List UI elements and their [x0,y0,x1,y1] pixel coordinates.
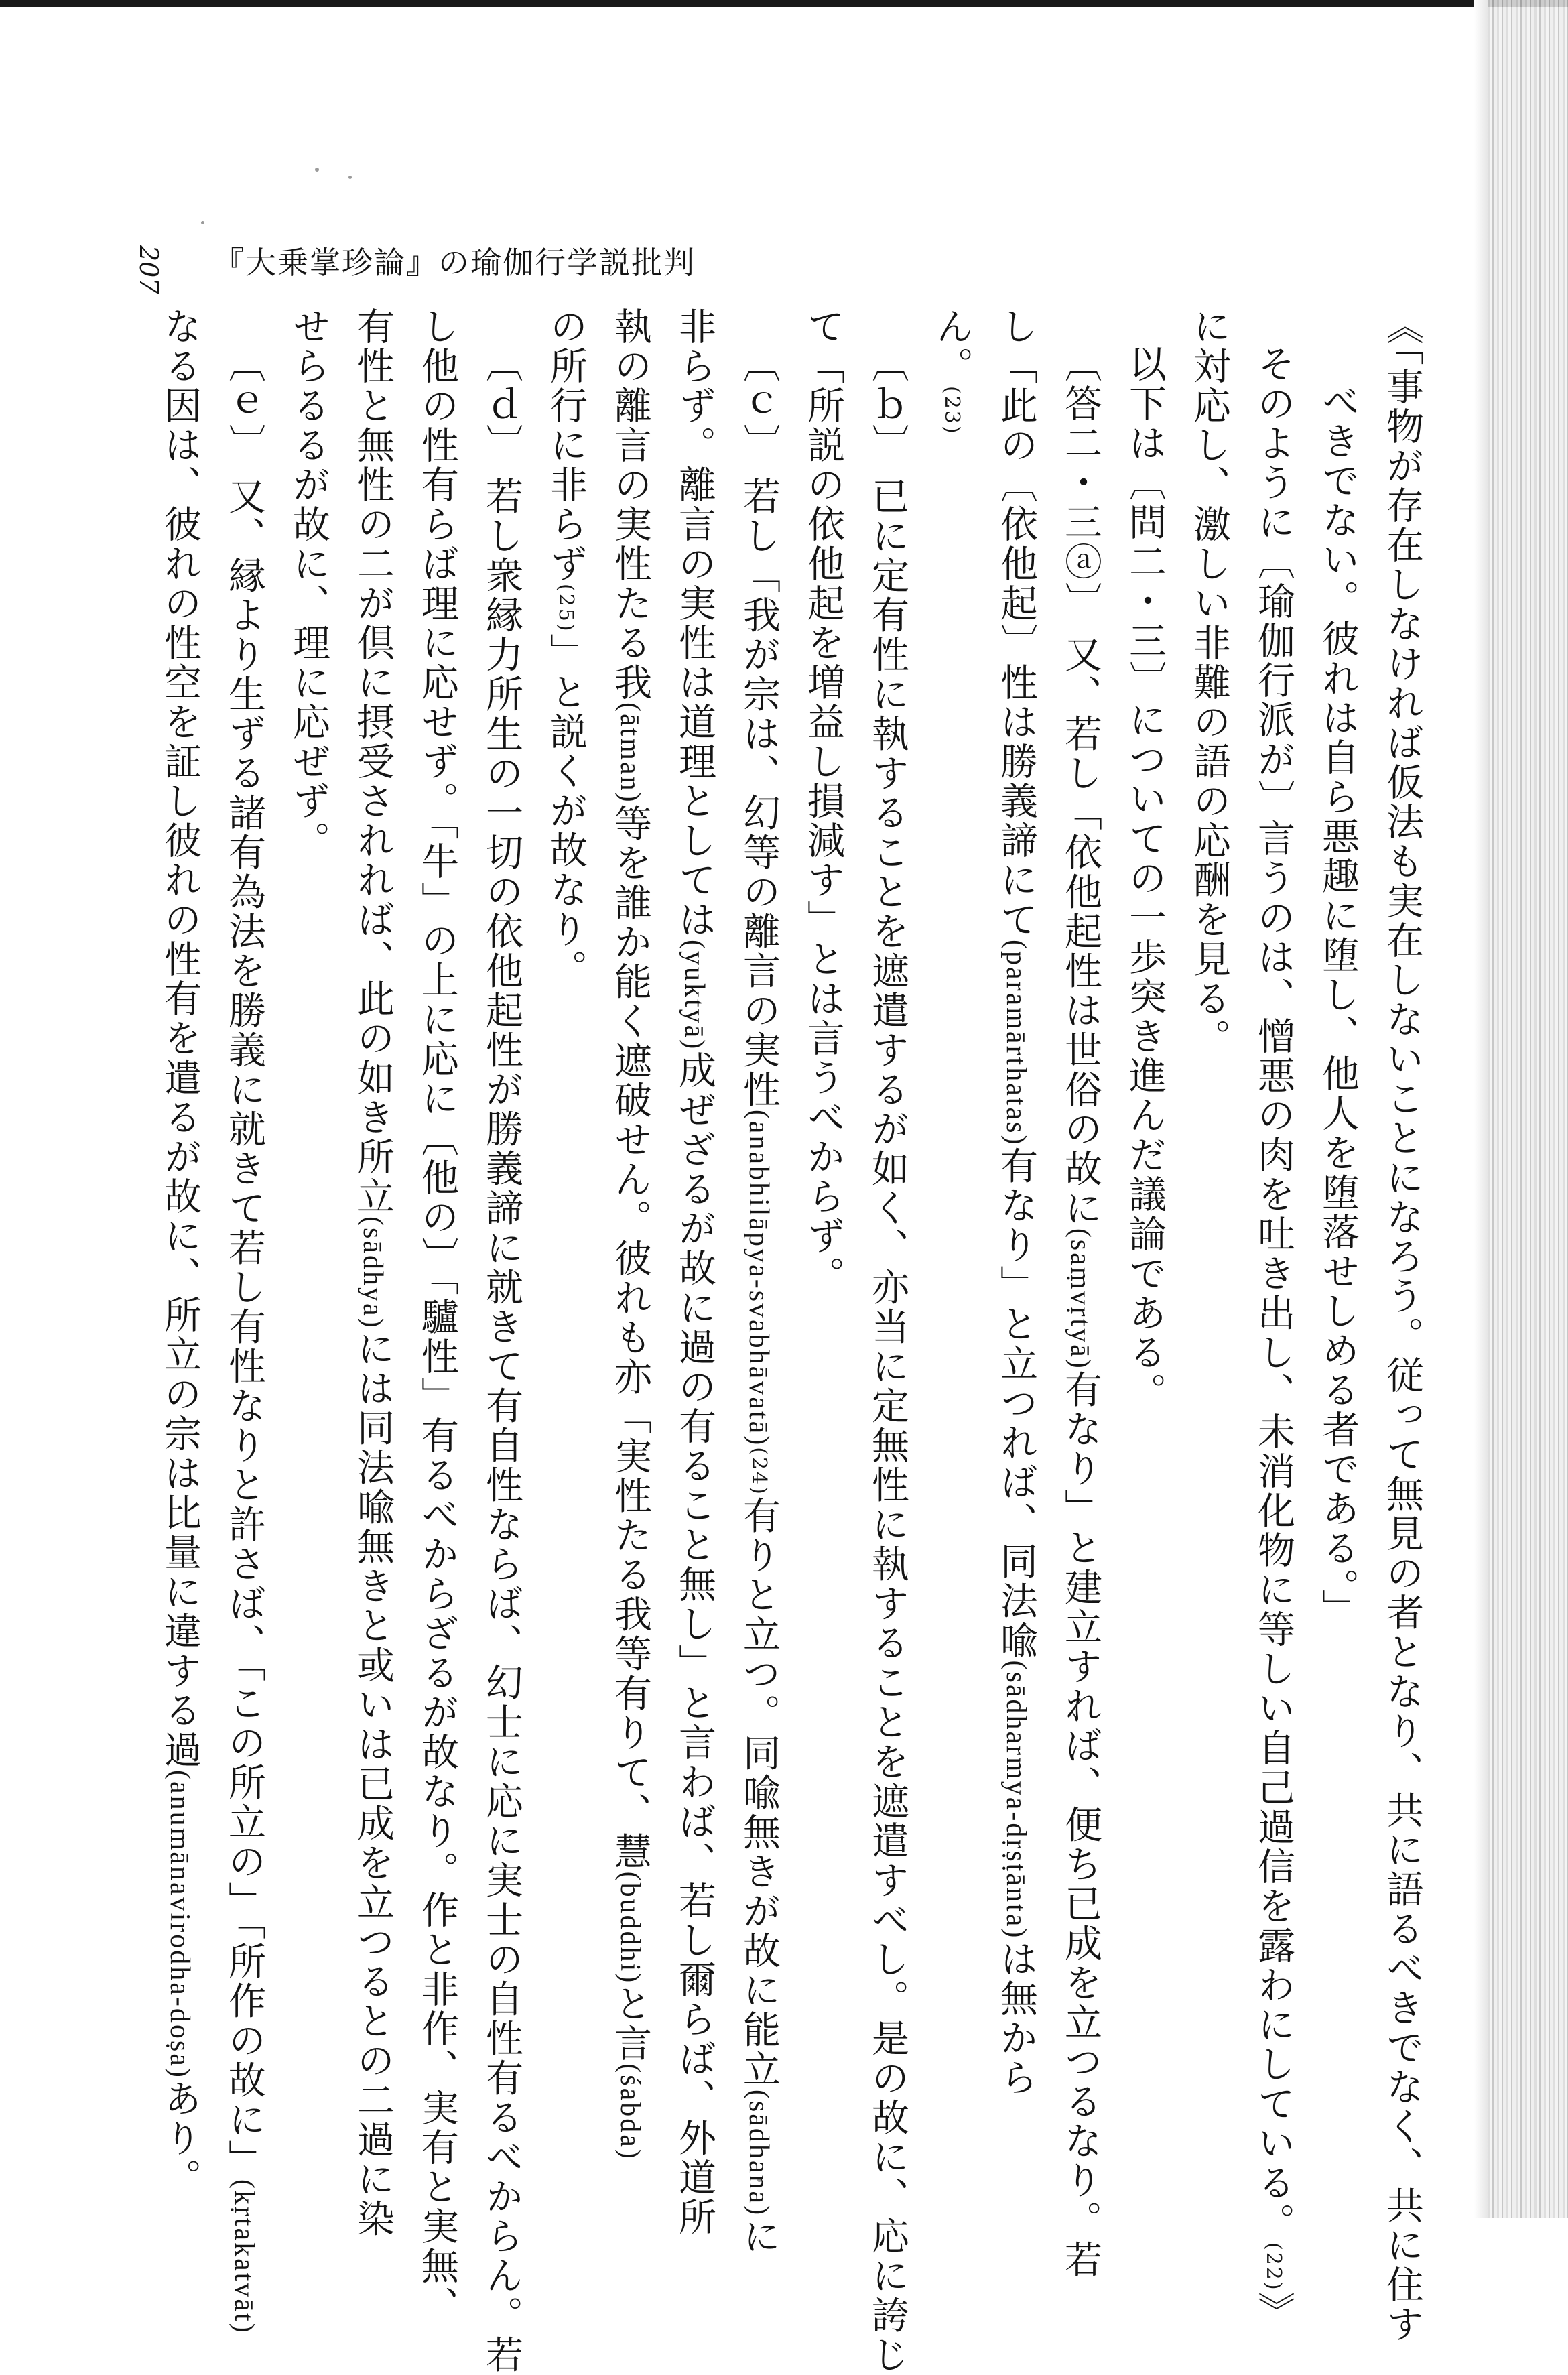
text-line [533,307,598,2063]
text-run: 〔ｃ〕 若し「我が宗は、幻等の離言の実性 [737,344,781,1110]
top-border [0,0,1568,7]
text-line [726,307,791,2257]
footnote-marker: (22) [1262,2242,1285,2292]
text-line [984,307,1048,2098]
footnote-marker: (24) [747,1447,771,1496]
scan-speck [201,221,204,224]
sanskrit-term: (buddhi) [614,1871,645,1985]
text-line [212,307,276,2335]
text-line [340,307,405,2239]
text-run: の所行に非らず [544,307,588,584]
scan-speck [348,176,352,179]
binding-shadow [1474,0,1488,2218]
text-line [855,307,919,2375]
text-line [598,307,662,2161]
text-line [1370,307,1434,2344]
page-number: 207 [134,245,164,294]
text-run: 》 [1252,2291,1295,2331]
text-line [1241,307,1305,2331]
text-run: 以下は〔問二・三〕についての一歩突き進んだ議論である。 [1123,344,1167,1412]
sanskrit-term: (śabda) [614,2063,645,2161]
text-run: そのように〔瑜伽行派が〕言うのは、憎悪の肉を吐き出し、未消化物に等しい自己過信を露わにしている。 [1252,344,1295,2242]
body-text [147,307,1434,2375]
text-run: は無から [994,1939,1038,2098]
text-line [791,307,855,2063]
text-run: と言 [608,1984,652,2064]
text-line [469,307,533,2375]
footnote-marker: (25) [554,584,578,633]
text-run: ん。 [930,307,974,386]
text-run: せらるるが故に、理に応ぜず。 [287,307,330,860]
text-run: 非らず。離言の実性は道理としては [673,307,716,940]
scan-speck [315,168,319,172]
sanskrit-term: (anumānavirodha-doṣa) [164,1770,195,2079]
sanskrit-term: (paramārthatas) [1000,940,1031,1147]
text-run: 等を誰か能く遮破せん。彼れも亦「実性たる我等有りて、慧 [608,804,652,1872]
text-run: なる因は、彼れの性空を証し彼れの性有を遣るが故に、所立の宗は比量に違する過 [158,307,202,1770]
sanskrit-term: (sādharmya-dṛṣṭānta) [1000,1660,1031,1940]
text-run: 有なり」と建立すれば、便ち已成を立つるなり。若 [1059,1370,1102,2280]
sanskrit-term: (sādhya) [357,1216,388,1330]
text-run: 〔ｅ〕 又、縁より生ずる諸有為法を勝義に就きて若し有性なりと許さば、「この所立の」「所作の故に」 [222,344,266,2179]
page-edge-stack [1488,0,1568,2218]
text-line [662,307,726,2238]
text-line [276,307,340,2063]
sanskrit-term: (anabhilāpya-svabhāvatā) [743,1109,774,1448]
text-run: 有りと立つ。同喩無きが故に能立 [737,1496,781,2090]
text-run: 〔答二・三ⓐ〕 又、若し「依他起性は世俗の故に [1059,344,1102,1228]
running-title: 『大乗掌珍論』の瑜伽行学説批判 [213,245,696,281]
sanskrit-term: (saṃvṛtyā) [1065,1228,1096,1370]
text-line [1305,307,1370,2063]
text-line [1177,307,1241,2063]
text-line [1112,307,1177,2063]
footnote-marker: (23) [940,386,964,436]
text-run: 」と説くが故なり。 [544,633,588,989]
text-run: あり。 [158,2079,202,2198]
text-run: 有性と無性の二が倶に摂受されれば、此の如き所立 [351,307,395,1216]
text-line [1048,307,1112,2280]
text-line [405,307,469,2325]
text-run: には同法喩無きと或いは已成を立つるとの二過に染 [351,1329,395,2239]
text-run: 《「事物が存在しなければ仮法も実在しないことになろう。従って無見の者となり、共に語るべきでなく、共に住す [1380,307,1424,2344]
text-line [919,307,984,2063]
text-run: 成ぜざるが故に過の有ること無し」と言わば、若し爾らば、外道所 [673,1051,716,2238]
sanskrit-term: (ātman) [614,702,645,804]
sanskrit-term: (kṛtakatvāt) [228,2179,259,2335]
text-run: に対応し、激しい非難の語の応酬を見る。 [1187,307,1231,1058]
text-run: 執の離言の実性たる我 [608,307,652,702]
text-line [147,307,212,2198]
text-run: て「所説の依他起を増益し損減す」とは言うべからず。 [801,307,845,1295]
text-run: に [737,2217,781,2257]
text-run: べきでない。彼れは自ら悪趣に堕し、他人を堕落せしめる者である。」 [1316,382,1360,1628]
text-run: し他の性有らば理に応せず。「牛」の上に応に〔他の〕「驢性」有るべからざるが故なり。作と非作、実有と実無、 [415,307,459,2325]
text-run: し「此の〔依他起〕性は勝義諦にて [994,307,1038,940]
text-run: 〔ｂ〕 已に定有性に執することを遮遣するが如く、亦当に定無性に執することを遮遣すべし。是の故に、応に誇じ [866,344,909,2375]
text-run: 有なり」と立つれば、同法喩 [994,1146,1038,1661]
sanskrit-term: (yuktyā) [679,940,710,1051]
text-run: 〔ｄ〕 若し衆縁力所生の一切の依他起性が勝義諦に就きて有自性ならば、幻士に応に実士の自性有るべからん。若 [480,344,523,2375]
sanskrit-term: (sādhana) [743,2089,774,2218]
